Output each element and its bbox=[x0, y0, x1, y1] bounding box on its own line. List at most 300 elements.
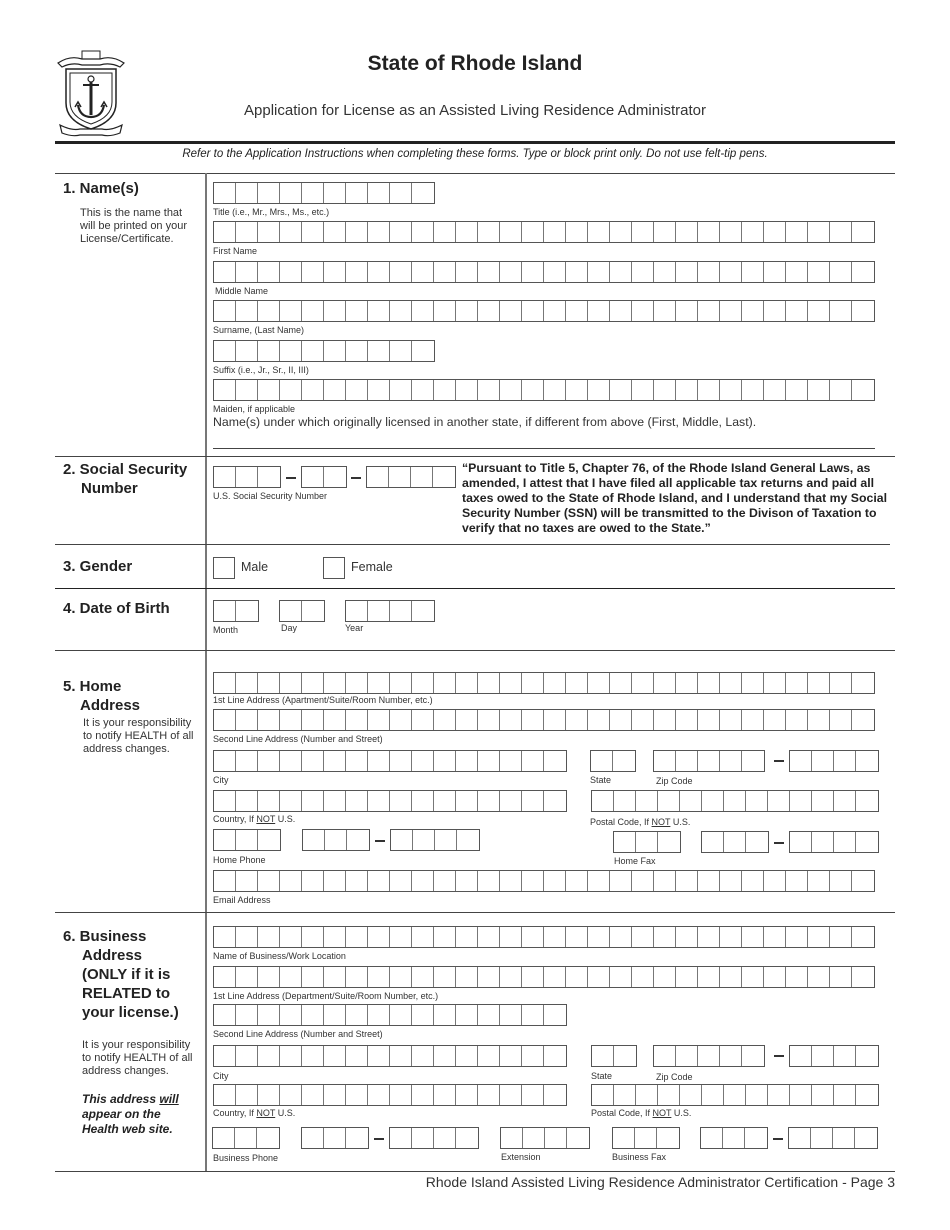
character-box[interactable] bbox=[280, 871, 302, 891]
character-box[interactable] bbox=[786, 262, 808, 282]
character-box[interactable] bbox=[852, 222, 874, 242]
character-box[interactable] bbox=[544, 1085, 566, 1105]
character-box[interactable] bbox=[456, 262, 478, 282]
character-box[interactable] bbox=[434, 710, 456, 730]
character-box[interactable] bbox=[698, 380, 720, 400]
character-box[interactable] bbox=[280, 1085, 302, 1105]
home-line2-input[interactable] bbox=[213, 709, 875, 731]
character-box[interactable] bbox=[702, 1085, 724, 1105]
character-box[interactable] bbox=[786, 967, 808, 987]
character-box[interactable] bbox=[833, 1128, 855, 1148]
character-box[interactable] bbox=[500, 222, 522, 242]
character-box[interactable] bbox=[544, 673, 566, 693]
character-box[interactable] bbox=[501, 1128, 523, 1148]
character-box[interactable] bbox=[302, 183, 324, 203]
character-box[interactable] bbox=[852, 710, 874, 730]
character-box[interactable] bbox=[478, 751, 500, 771]
character-box[interactable] bbox=[808, 262, 830, 282]
dob-month-input[interactable] bbox=[213, 600, 259, 622]
character-box[interactable] bbox=[236, 927, 258, 947]
character-box[interactable] bbox=[456, 673, 478, 693]
surname-input[interactable] bbox=[213, 300, 875, 322]
character-box[interactable] bbox=[632, 710, 654, 730]
character-box[interactable] bbox=[214, 1005, 236, 1025]
character-box[interactable] bbox=[742, 262, 764, 282]
character-box[interactable] bbox=[346, 222, 368, 242]
character-box[interactable] bbox=[412, 1128, 434, 1148]
character-box[interactable] bbox=[324, 222, 346, 242]
character-box[interactable] bbox=[522, 1085, 544, 1105]
character-box[interactable] bbox=[544, 301, 566, 321]
character-box[interactable] bbox=[808, 301, 830, 321]
character-box[interactable] bbox=[676, 927, 698, 947]
business-name-input[interactable] bbox=[213, 926, 875, 948]
character-box[interactable] bbox=[434, 301, 456, 321]
character-box[interactable] bbox=[636, 791, 658, 811]
character-box[interactable] bbox=[522, 927, 544, 947]
dob-day-input[interactable] bbox=[279, 600, 325, 622]
character-box[interactable] bbox=[698, 927, 720, 947]
middle-name-input[interactable] bbox=[213, 261, 875, 283]
character-box[interactable] bbox=[522, 301, 544, 321]
business-city-input[interactable] bbox=[213, 1045, 567, 1067]
character-box[interactable] bbox=[588, 871, 610, 891]
character-box[interactable] bbox=[500, 262, 522, 282]
business-line2-input[interactable] bbox=[213, 1004, 567, 1026]
character-box[interactable] bbox=[676, 222, 698, 242]
character-box[interactable] bbox=[347, 830, 369, 850]
character-box[interactable] bbox=[434, 1085, 456, 1105]
character-box[interactable] bbox=[610, 222, 632, 242]
character-box[interactable] bbox=[324, 1128, 346, 1148]
business-zip-input[interactable] bbox=[653, 1045, 765, 1067]
character-box[interactable] bbox=[390, 341, 412, 361]
character-box[interactable] bbox=[812, 791, 834, 811]
character-box[interactable] bbox=[680, 1085, 702, 1105]
dob-year-input[interactable] bbox=[345, 600, 435, 622]
character-box[interactable] bbox=[500, 871, 522, 891]
character-box[interactable] bbox=[456, 1005, 478, 1025]
character-box[interactable] bbox=[258, 183, 280, 203]
character-box[interactable] bbox=[720, 301, 742, 321]
character-box[interactable] bbox=[632, 927, 654, 947]
character-box[interactable] bbox=[214, 341, 236, 361]
character-box[interactable] bbox=[724, 1085, 746, 1105]
character-box[interactable] bbox=[764, 927, 786, 947]
character-box[interactable] bbox=[324, 1046, 346, 1066]
character-box[interactable] bbox=[302, 222, 324, 242]
home-phone-line-input[interactable] bbox=[390, 829, 480, 851]
character-box[interactable] bbox=[258, 1005, 280, 1025]
character-box[interactable] bbox=[764, 871, 786, 891]
character-box[interactable] bbox=[720, 380, 742, 400]
character-box[interactable] bbox=[368, 710, 390, 730]
business-fax-prefix-input[interactable] bbox=[700, 1127, 768, 1149]
character-box[interactable] bbox=[720, 1046, 742, 1066]
character-box[interactable] bbox=[368, 871, 390, 891]
character-box[interactable] bbox=[280, 710, 302, 730]
character-box[interactable] bbox=[412, 791, 434, 811]
character-box[interactable] bbox=[654, 967, 676, 987]
character-box[interactable] bbox=[302, 380, 324, 400]
character-box[interactable] bbox=[856, 1046, 878, 1066]
character-box[interactable] bbox=[500, 1046, 522, 1066]
character-box[interactable] bbox=[478, 673, 500, 693]
character-box[interactable] bbox=[280, 601, 302, 621]
character-box[interactable] bbox=[522, 967, 544, 987]
character-box[interactable] bbox=[478, 301, 500, 321]
character-box[interactable] bbox=[657, 1128, 679, 1148]
character-box[interactable] bbox=[412, 751, 434, 771]
character-box[interactable] bbox=[808, 871, 830, 891]
character-box[interactable] bbox=[764, 710, 786, 730]
character-box[interactable] bbox=[412, 222, 434, 242]
character-box[interactable] bbox=[742, 871, 764, 891]
character-box[interactable] bbox=[346, 1005, 368, 1025]
character-box[interactable] bbox=[280, 673, 302, 693]
character-box[interactable] bbox=[830, 222, 852, 242]
character-box[interactable] bbox=[412, 262, 434, 282]
character-box[interactable] bbox=[433, 467, 455, 487]
home-phone-area-input[interactable] bbox=[213, 829, 281, 851]
character-box[interactable] bbox=[632, 380, 654, 400]
character-box[interactable] bbox=[412, 601, 434, 621]
character-box[interactable] bbox=[346, 601, 368, 621]
character-box[interactable] bbox=[478, 710, 500, 730]
character-box[interactable] bbox=[324, 262, 346, 282]
character-box[interactable] bbox=[390, 871, 412, 891]
character-box[interactable] bbox=[324, 751, 346, 771]
ssn-part1-input[interactable] bbox=[213, 466, 281, 488]
character-box[interactable] bbox=[544, 710, 566, 730]
character-box[interactable] bbox=[720, 710, 742, 730]
character-box[interactable] bbox=[654, 301, 676, 321]
character-box[interactable] bbox=[654, 1046, 676, 1066]
character-box[interactable] bbox=[478, 967, 500, 987]
character-box[interactable] bbox=[610, 380, 632, 400]
character-box[interactable] bbox=[478, 791, 500, 811]
character-box[interactable] bbox=[302, 1128, 324, 1148]
character-box[interactable] bbox=[390, 183, 412, 203]
character-box[interactable] bbox=[346, 927, 368, 947]
character-box[interactable] bbox=[588, 262, 610, 282]
character-box[interactable] bbox=[478, 222, 500, 242]
character-box[interactable] bbox=[566, 380, 588, 400]
character-box[interactable] bbox=[698, 1046, 720, 1066]
character-box[interactable] bbox=[500, 380, 522, 400]
character-box[interactable] bbox=[456, 927, 478, 947]
character-box[interactable] bbox=[614, 1085, 636, 1105]
character-box[interactable] bbox=[236, 467, 258, 487]
character-box[interactable] bbox=[412, 301, 434, 321]
character-box[interactable] bbox=[346, 341, 368, 361]
character-box[interactable] bbox=[236, 183, 258, 203]
character-box[interactable] bbox=[390, 927, 412, 947]
character-box[interactable] bbox=[742, 301, 764, 321]
character-box[interactable] bbox=[746, 791, 768, 811]
character-box[interactable] bbox=[658, 832, 680, 852]
character-box[interactable] bbox=[368, 183, 390, 203]
character-box[interactable] bbox=[214, 1046, 236, 1066]
character-box[interactable] bbox=[457, 830, 479, 850]
character-box[interactable] bbox=[742, 927, 764, 947]
character-box[interactable] bbox=[764, 673, 786, 693]
character-box[interactable] bbox=[258, 301, 280, 321]
character-box[interactable] bbox=[214, 183, 236, 203]
character-box[interactable] bbox=[280, 183, 302, 203]
character-box[interactable] bbox=[412, 1005, 434, 1025]
character-box[interactable] bbox=[346, 262, 368, 282]
character-box[interactable] bbox=[834, 1046, 856, 1066]
character-box[interactable] bbox=[834, 1085, 856, 1105]
character-box[interactable] bbox=[257, 1128, 279, 1148]
character-box[interactable] bbox=[522, 1046, 544, 1066]
character-box[interactable] bbox=[808, 673, 830, 693]
character-box[interactable] bbox=[567, 1128, 589, 1148]
character-box[interactable] bbox=[522, 262, 544, 282]
character-box[interactable] bbox=[391, 830, 413, 850]
character-box[interactable] bbox=[614, 791, 636, 811]
character-box[interactable] bbox=[346, 380, 368, 400]
character-box[interactable] bbox=[214, 871, 236, 891]
character-box[interactable] bbox=[434, 927, 456, 947]
character-box[interactable] bbox=[236, 751, 258, 771]
character-box[interactable] bbox=[790, 1085, 812, 1105]
character-box[interactable] bbox=[786, 673, 808, 693]
character-box[interactable] bbox=[280, 1046, 302, 1066]
character-box[interactable] bbox=[610, 967, 632, 987]
character-box[interactable] bbox=[588, 927, 610, 947]
character-box[interactable] bbox=[434, 1128, 456, 1148]
character-box[interactable] bbox=[500, 673, 522, 693]
character-box[interactable] bbox=[368, 262, 390, 282]
character-box[interactable] bbox=[746, 1085, 768, 1105]
character-box[interactable] bbox=[830, 967, 852, 987]
character-box[interactable] bbox=[742, 751, 764, 771]
character-box[interactable] bbox=[324, 927, 346, 947]
character-box[interactable] bbox=[658, 791, 680, 811]
character-box[interactable] bbox=[236, 1005, 258, 1025]
character-box[interactable] bbox=[434, 871, 456, 891]
character-box[interactable] bbox=[435, 830, 457, 850]
character-box[interactable] bbox=[500, 710, 522, 730]
character-box[interactable] bbox=[522, 751, 544, 771]
character-box[interactable] bbox=[390, 380, 412, 400]
character-box[interactable] bbox=[676, 380, 698, 400]
character-box[interactable] bbox=[786, 222, 808, 242]
character-box[interactable] bbox=[367, 467, 389, 487]
character-box[interactable] bbox=[566, 967, 588, 987]
character-box[interactable] bbox=[280, 967, 302, 987]
character-box[interactable] bbox=[236, 1046, 258, 1066]
character-box[interactable] bbox=[724, 791, 746, 811]
character-box[interactable] bbox=[324, 1085, 346, 1105]
character-box[interactable] bbox=[702, 832, 724, 852]
character-box[interactable] bbox=[434, 262, 456, 282]
character-box[interactable] bbox=[258, 830, 280, 850]
character-box[interactable] bbox=[236, 673, 258, 693]
home-fax-area-input[interactable] bbox=[613, 831, 681, 853]
character-box[interactable] bbox=[522, 673, 544, 693]
character-box[interactable] bbox=[214, 467, 236, 487]
character-box[interactable] bbox=[390, 751, 412, 771]
character-box[interactable] bbox=[389, 467, 411, 487]
first-name-input[interactable] bbox=[213, 221, 875, 243]
character-box[interactable] bbox=[720, 967, 742, 987]
character-box[interactable] bbox=[764, 222, 786, 242]
character-box[interactable] bbox=[412, 341, 434, 361]
character-box[interactable] bbox=[786, 380, 808, 400]
character-box[interactable] bbox=[676, 967, 698, 987]
character-box[interactable] bbox=[676, 301, 698, 321]
character-box[interactable] bbox=[478, 262, 500, 282]
character-box[interactable] bbox=[478, 380, 500, 400]
character-box[interactable] bbox=[478, 927, 500, 947]
character-box[interactable] bbox=[808, 927, 830, 947]
character-box[interactable] bbox=[632, 262, 654, 282]
character-box[interactable] bbox=[456, 1085, 478, 1105]
character-box[interactable] bbox=[368, 1005, 390, 1025]
character-box[interactable] bbox=[742, 380, 764, 400]
character-box[interactable] bbox=[302, 1085, 324, 1105]
character-box[interactable] bbox=[658, 1085, 680, 1105]
character-box[interactable] bbox=[236, 380, 258, 400]
character-box[interactable] bbox=[523, 1128, 545, 1148]
character-box[interactable] bbox=[856, 1085, 878, 1105]
character-box[interactable] bbox=[632, 222, 654, 242]
character-box[interactable] bbox=[324, 183, 346, 203]
character-box[interactable] bbox=[214, 791, 236, 811]
character-box[interactable] bbox=[592, 1085, 614, 1105]
character-box[interactable] bbox=[544, 1005, 566, 1025]
character-box[interactable] bbox=[236, 262, 258, 282]
character-box[interactable] bbox=[390, 673, 412, 693]
character-box[interactable] bbox=[856, 791, 878, 811]
character-box[interactable] bbox=[790, 791, 812, 811]
character-box[interactable] bbox=[789, 1128, 811, 1148]
character-box[interactable] bbox=[413, 830, 435, 850]
character-box[interactable] bbox=[522, 380, 544, 400]
character-box[interactable] bbox=[613, 1128, 635, 1148]
character-box[interactable] bbox=[522, 871, 544, 891]
character-box[interactable] bbox=[566, 927, 588, 947]
character-box[interactable] bbox=[830, 927, 852, 947]
character-box[interactable] bbox=[830, 380, 852, 400]
character-box[interactable] bbox=[302, 341, 324, 361]
character-box[interactable] bbox=[720, 222, 742, 242]
character-box[interactable] bbox=[456, 871, 478, 891]
character-box[interactable] bbox=[698, 301, 720, 321]
character-box[interactable] bbox=[368, 301, 390, 321]
character-box[interactable] bbox=[302, 1005, 324, 1025]
character-box[interactable] bbox=[280, 341, 302, 361]
character-box[interactable] bbox=[258, 751, 280, 771]
character-box[interactable] bbox=[390, 967, 412, 987]
character-box[interactable] bbox=[786, 927, 808, 947]
character-box[interactable] bbox=[812, 751, 834, 771]
character-box[interactable] bbox=[790, 1046, 812, 1066]
character-box[interactable] bbox=[635, 1128, 657, 1148]
character-box[interactable] bbox=[588, 967, 610, 987]
character-box[interactable] bbox=[236, 301, 258, 321]
character-box[interactable] bbox=[325, 830, 347, 850]
character-box[interactable] bbox=[411, 467, 433, 487]
character-box[interactable] bbox=[456, 380, 478, 400]
character-box[interactable] bbox=[852, 871, 874, 891]
character-box[interactable] bbox=[214, 222, 236, 242]
character-box[interactable] bbox=[856, 751, 878, 771]
character-box[interactable] bbox=[390, 1005, 412, 1025]
home-fax-line-input[interactable] bbox=[789, 831, 879, 853]
character-box[interactable] bbox=[610, 871, 632, 891]
character-box[interactable] bbox=[258, 871, 280, 891]
character-box[interactable] bbox=[368, 751, 390, 771]
character-box[interactable] bbox=[456, 301, 478, 321]
character-box[interactable] bbox=[412, 927, 434, 947]
character-box[interactable] bbox=[302, 673, 324, 693]
character-box[interactable] bbox=[346, 301, 368, 321]
character-box[interactable] bbox=[855, 1128, 877, 1148]
character-box[interactable] bbox=[258, 380, 280, 400]
character-box[interactable] bbox=[764, 301, 786, 321]
character-box[interactable] bbox=[258, 967, 280, 987]
business-state-input[interactable] bbox=[591, 1045, 637, 1067]
character-box[interactable] bbox=[214, 830, 236, 850]
character-box[interactable] bbox=[302, 871, 324, 891]
character-box[interactable] bbox=[632, 871, 654, 891]
character-box[interactable] bbox=[368, 341, 390, 361]
character-box[interactable] bbox=[768, 791, 790, 811]
character-box[interactable] bbox=[258, 1085, 280, 1105]
maiden-name-input[interactable] bbox=[213, 379, 875, 401]
home-zip-input[interactable] bbox=[653, 750, 765, 772]
home-zip4-input[interactable] bbox=[789, 750, 879, 772]
character-box[interactable] bbox=[434, 222, 456, 242]
character-box[interactable] bbox=[214, 751, 236, 771]
character-box[interactable] bbox=[258, 1046, 280, 1066]
character-box[interactable] bbox=[636, 1085, 658, 1105]
character-box[interactable] bbox=[214, 1085, 236, 1105]
character-box[interactable] bbox=[654, 673, 676, 693]
character-box[interactable] bbox=[720, 673, 742, 693]
character-box[interactable] bbox=[324, 791, 346, 811]
character-box[interactable] bbox=[346, 751, 368, 771]
character-box[interactable] bbox=[592, 791, 614, 811]
character-box[interactable] bbox=[852, 967, 874, 987]
character-box[interactable] bbox=[790, 832, 812, 852]
character-box[interactable] bbox=[720, 262, 742, 282]
business-extension-input[interactable] bbox=[500, 1127, 590, 1149]
character-box[interactable] bbox=[368, 222, 390, 242]
suffix-input[interactable] bbox=[213, 340, 435, 362]
character-box[interactable] bbox=[236, 830, 258, 850]
home-state-input[interactable] bbox=[590, 750, 636, 772]
character-box[interactable] bbox=[701, 1128, 723, 1148]
character-box[interactable] bbox=[680, 791, 702, 811]
character-box[interactable] bbox=[654, 262, 676, 282]
character-box[interactable] bbox=[610, 301, 632, 321]
character-box[interactable] bbox=[412, 871, 434, 891]
character-box[interactable] bbox=[654, 927, 676, 947]
character-box[interactable] bbox=[811, 1128, 833, 1148]
home-phone-prefix-input[interactable] bbox=[302, 829, 370, 851]
character-box[interactable] bbox=[258, 673, 280, 693]
character-box[interactable] bbox=[456, 751, 478, 771]
character-box[interactable] bbox=[258, 710, 280, 730]
character-box[interactable] bbox=[698, 751, 720, 771]
character-box[interactable] bbox=[720, 871, 742, 891]
character-box[interactable] bbox=[588, 673, 610, 693]
